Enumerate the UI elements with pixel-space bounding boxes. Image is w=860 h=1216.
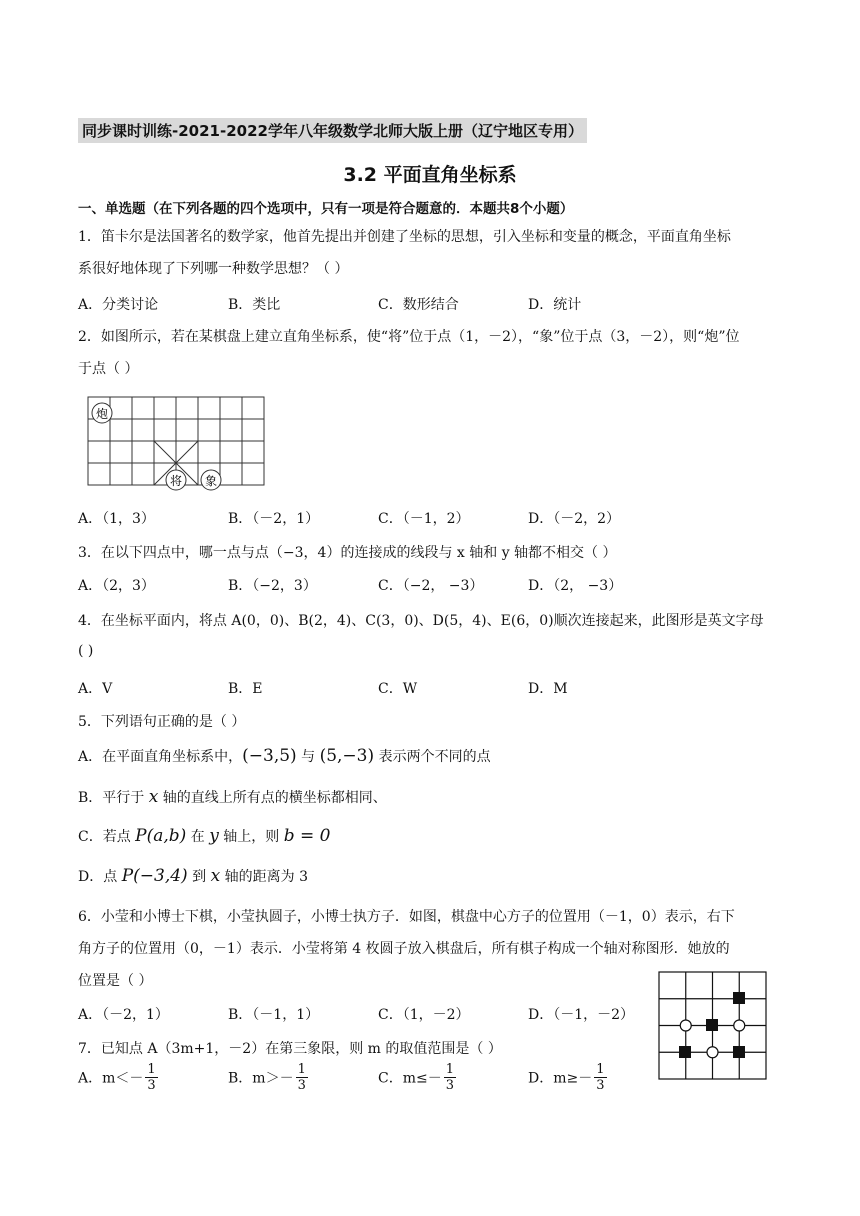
q5-a-math2: (5,−3) bbox=[319, 746, 375, 766]
q2-option-b: B．（－2，1） bbox=[228, 511, 320, 527]
square-piece bbox=[733, 1046, 745, 1058]
q5-d-math1: P(−3,4) bbox=[121, 866, 188, 886]
q5-option-a bbox=[78, 746, 491, 766]
pao-label: 炮 bbox=[95, 407, 109, 421]
section-heading: 一、单选题（在下列各题的四个选项中，只有一项是符合题意的．本题共8个小题） bbox=[78, 201, 574, 217]
q1-option-b: B．类比 bbox=[228, 297, 281, 313]
q1-line2: 系很好地体现了下列哪一种数学思想？（ ） bbox=[78, 261, 349, 277]
q3-option-c: C．（−2， −3） bbox=[378, 578, 484, 594]
q5-c-math1: P(a,b) bbox=[135, 826, 187, 846]
round-piece bbox=[707, 1047, 718, 1058]
document-header: 同步课时训练-2021-2022学年八年级数学北师大版上册（辽宁地区专用） bbox=[78, 118, 587, 143]
round-piece bbox=[734, 1020, 745, 1031]
q7-d-pre: D．m≥－ bbox=[528, 1070, 593, 1087]
q5-a-post: 表示两个不同的点 bbox=[374, 749, 491, 765]
q4-option-a: A．V bbox=[78, 681, 113, 697]
q1-option-c: C．数形结合 bbox=[378, 297, 459, 313]
q5-d-pre: D．点 bbox=[78, 869, 122, 885]
q7-d-den: 3 bbox=[596, 1078, 605, 1093]
xiang-label: 象 bbox=[204, 474, 218, 488]
q7-b-fraction bbox=[296, 1062, 308, 1093]
q2-line1: 2．如图所示，若在某棋盘上建立直角坐标系，使“将”位于点（1，－2），“象”位于点（3，－2），则“炮”位 bbox=[78, 329, 740, 345]
q6-option-a: A．（－2，1） bbox=[78, 1007, 169, 1023]
q5-a-mid: 与 bbox=[296, 749, 320, 765]
q5-c-pre: C．若点 bbox=[78, 829, 136, 845]
q7-b-pre: B．m＞－ bbox=[228, 1070, 294, 1087]
q4-option-c: C．W bbox=[378, 681, 418, 697]
q5-d-post: 轴的距离为 3 bbox=[220, 869, 308, 885]
q5-option-c bbox=[78, 826, 330, 846]
q4-line2: ( ) bbox=[78, 643, 94, 659]
q5-a-pre: A．在平面直角坐标系中， bbox=[78, 749, 243, 765]
q3-option-b: B．（−2，3） bbox=[228, 578, 317, 594]
xiang-piece bbox=[201, 470, 221, 490]
q7-c-den: 3 bbox=[445, 1078, 454, 1093]
q5-b-post: 轴的直线上所有点的横坐标都相同、 bbox=[158, 790, 387, 806]
q1-option-a: A．分类讨论 bbox=[78, 297, 159, 313]
q7-d-fraction bbox=[594, 1062, 606, 1093]
q2-line2: 于点（ ） bbox=[78, 361, 139, 377]
page-title: 3.2 平面直角坐标系 bbox=[343, 164, 517, 186]
jiang-label: 将 bbox=[169, 474, 183, 488]
q3-line1: 3．在以下四点中，哪一点与点（−3，4）的连接成的线段与 x 轴和 y 轴都不相交（ ） bbox=[78, 545, 617, 561]
q5-c-math2: y bbox=[209, 826, 219, 846]
q5-option-b bbox=[78, 787, 387, 807]
q7-a-den: 3 bbox=[147, 1078, 156, 1093]
q7-b-num: 1 bbox=[297, 1062, 306, 1077]
q5-d-math2: x bbox=[210, 866, 221, 886]
q6-option-b: B．（－1，1） bbox=[228, 1007, 320, 1023]
q6-line2: 角方子的位置用（0，－1）表示．小莹将第 4 枚圆子放入棋盘后，所有棋子构成一个轴对称图形．她放的 bbox=[78, 941, 730, 957]
q3-option-a: A．（2，3） bbox=[78, 578, 155, 594]
round-piece bbox=[680, 1020, 691, 1031]
go-board-figure bbox=[655, 968, 771, 1084]
q2-option-d: D．（－2，2） bbox=[528, 511, 621, 527]
q5-b-pre: B．平行于 bbox=[78, 790, 149, 806]
pao-piece bbox=[92, 403, 112, 423]
q6-line3: 位置是（ ） bbox=[78, 973, 153, 989]
q5-c-mid1: 在 bbox=[186, 829, 210, 845]
q5-c-mid2: 轴上，则 bbox=[218, 829, 284, 845]
q5-option-d bbox=[78, 866, 308, 886]
q7-a-fraction bbox=[145, 1062, 157, 1093]
q6-line1: 6．小莹和小博士下棋，小莹执圆子，小博士执方子．如图，棋盘中心方子的位置用（－1，0）表示，右下 bbox=[78, 909, 735, 925]
q4-option-d: D．M bbox=[528, 681, 568, 697]
q7-a-num: 1 bbox=[147, 1062, 156, 1077]
q5-c-math3: b = 0 bbox=[283, 826, 331, 846]
q1-option-d: D．统计 bbox=[528, 297, 582, 313]
q3-option-d: D．（2， −3） bbox=[528, 578, 623, 594]
q5-b-math: x bbox=[148, 787, 159, 807]
chessboard-figure bbox=[84, 393, 274, 495]
square-piece bbox=[733, 992, 745, 1004]
square-piece bbox=[706, 1019, 718, 1031]
q7-c-num: 1 bbox=[445, 1062, 454, 1077]
q7-option-b bbox=[228, 1062, 308, 1093]
q7-option-d bbox=[528, 1062, 607, 1093]
q7-option-c bbox=[378, 1062, 456, 1093]
q2-option-a: A．（1，3） bbox=[78, 511, 155, 527]
q4-line1: 4．在坐标平面内，将点 A(0，0)、B(2，4)、C(3，0)、D(5，4)、E(6，0)顺次连接起来，此图形是英文字母 bbox=[78, 613, 764, 629]
q6-option-d: D．（－1，－2） bbox=[528, 1007, 635, 1023]
q2-option-c: C．（－1，2） bbox=[378, 511, 470, 527]
q7-a-pre: A．m＜－ bbox=[78, 1070, 144, 1087]
q7-b-den: 3 bbox=[297, 1078, 306, 1093]
q7-line1: 7．已知点 A（3m+1，－2）在第三象限，则 m 的取值范围是（ ） bbox=[78, 1041, 502, 1057]
q5-a-math1: (−3,5) bbox=[242, 746, 297, 766]
q1-line1: 1．笛卡尔是法国著名的数学家，他首先提出并创建了坐标的思想，引入坐标和变量的概念，平面直角坐标 bbox=[78, 229, 731, 245]
q7-option-a bbox=[78, 1062, 158, 1093]
q5-d-mid: 到 bbox=[187, 869, 211, 885]
q7-c-fraction bbox=[444, 1062, 456, 1093]
q5-line1: 5．下列语句正确的是（ ） bbox=[78, 714, 246, 730]
q6-option-c: C．（1，－2） bbox=[378, 1007, 470, 1023]
jiang-piece bbox=[166, 470, 186, 490]
square-piece bbox=[679, 1046, 691, 1058]
q7-d-num: 1 bbox=[596, 1062, 605, 1077]
q7-c-pre: C．m≤－ bbox=[378, 1070, 442, 1087]
q4-option-b: B．E bbox=[228, 681, 263, 697]
